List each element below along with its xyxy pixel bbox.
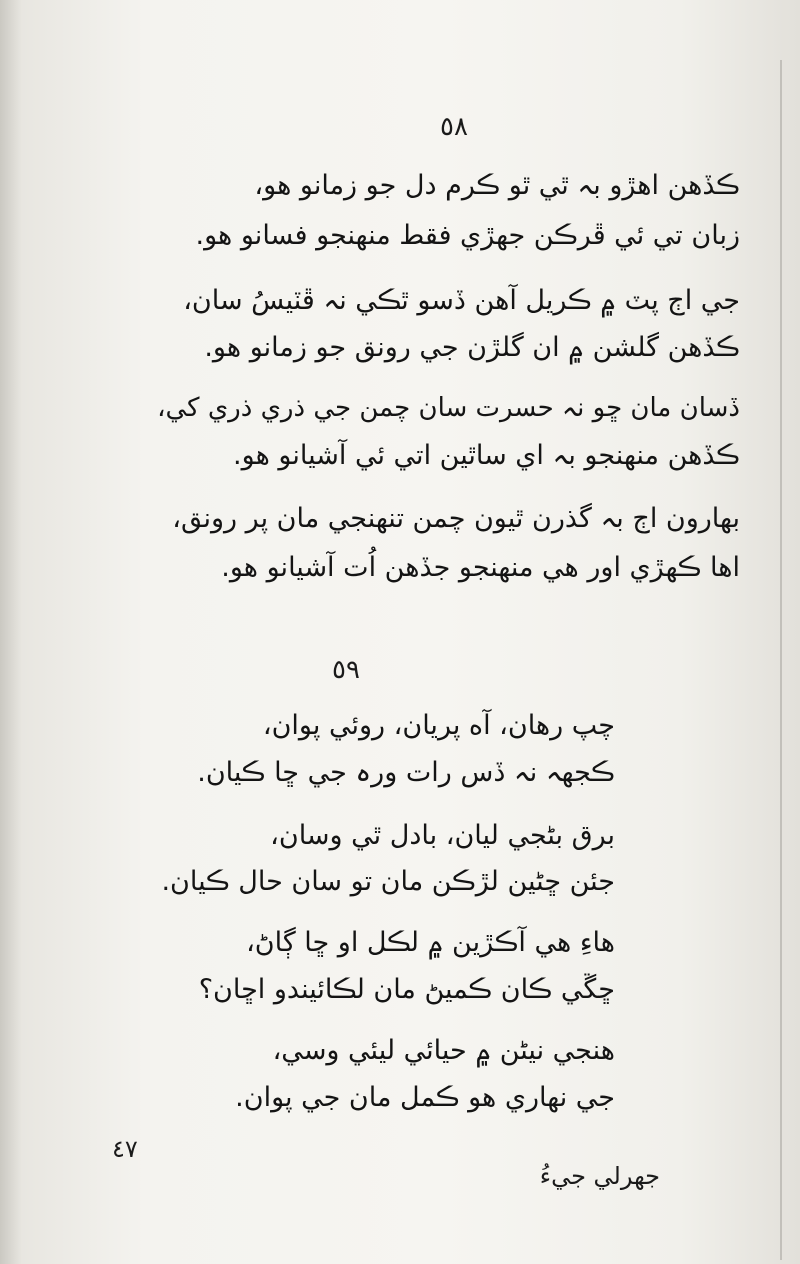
verse-line: بهارون اڄ بہ گذرن ٿيون چمن تنهنجي مان پر رونق، — [172, 503, 740, 534]
verse-line: برق بڻجي ليان، بادل ٿي وسان، — [270, 820, 615, 851]
verse-line: جئن ڇڻين لڙڪن مان تو سان حال ڪيان. — [161, 866, 615, 897]
verse-line: جي نهاري هو ڪمل مان جي پوان. — [235, 1082, 615, 1113]
verse-line: چپ رهان، آه پريان، روئي پوان، — [262, 710, 615, 741]
binding-shadow — [0, 0, 22, 1264]
catchword: جهرلي جيءُ — [539, 1162, 660, 1190]
poem-number: ٥٨ — [440, 112, 468, 142]
verse-line: ڪڏهن منهنجو بہ اي ساٿين اتي ئي آشيانو هو. — [233, 440, 740, 471]
verse-line: ڪڏهن اهڙو بہ ٿي ٿو ڪرم دل جو زمانو هو، — [254, 170, 740, 201]
poem-number: ٥٩ — [332, 655, 360, 685]
verse-line: ڪجهہ نہ ڏس رات ورہ جي ڇا ڪيان. — [197, 757, 615, 788]
verse-line: اها ڪهڙي اور هي منهنجو جڏهن اُت آشيانو هو. — [221, 552, 740, 583]
page-edge-line — [780, 60, 782, 1260]
verse-line: ڇڱي ڪان ڪميڻ مان لڪائيندو اڇان؟ — [198, 974, 615, 1005]
verse-line: ڏسان مان ڇو نہ حسرت سان چمن جي ذري ذري کي، — [157, 393, 740, 423]
page-number: ٤٧ — [112, 1135, 138, 1163]
verse-line: زبان تي ئي ڦرڪن جهڙي فقط منهنجو فسانو هو. — [195, 220, 740, 251]
verse-line: ڪڏهن گلشن ۾ ان گلڙن جي رونق جو زمانو هو. — [204, 332, 740, 363]
verse-line: هاءِ هي آڪڙين ۾ لڪل او ڇا ڳاڻ، — [246, 927, 615, 958]
verse-line: هنجي نيڻن ۾ حيائي ليئي وسي، — [272, 1035, 615, 1066]
verse-line: جي اڄ پٽ ۾ ڪريل آهن ڏسو ٿڪي نہ ڦٽيسُ سان، — [183, 285, 740, 316]
